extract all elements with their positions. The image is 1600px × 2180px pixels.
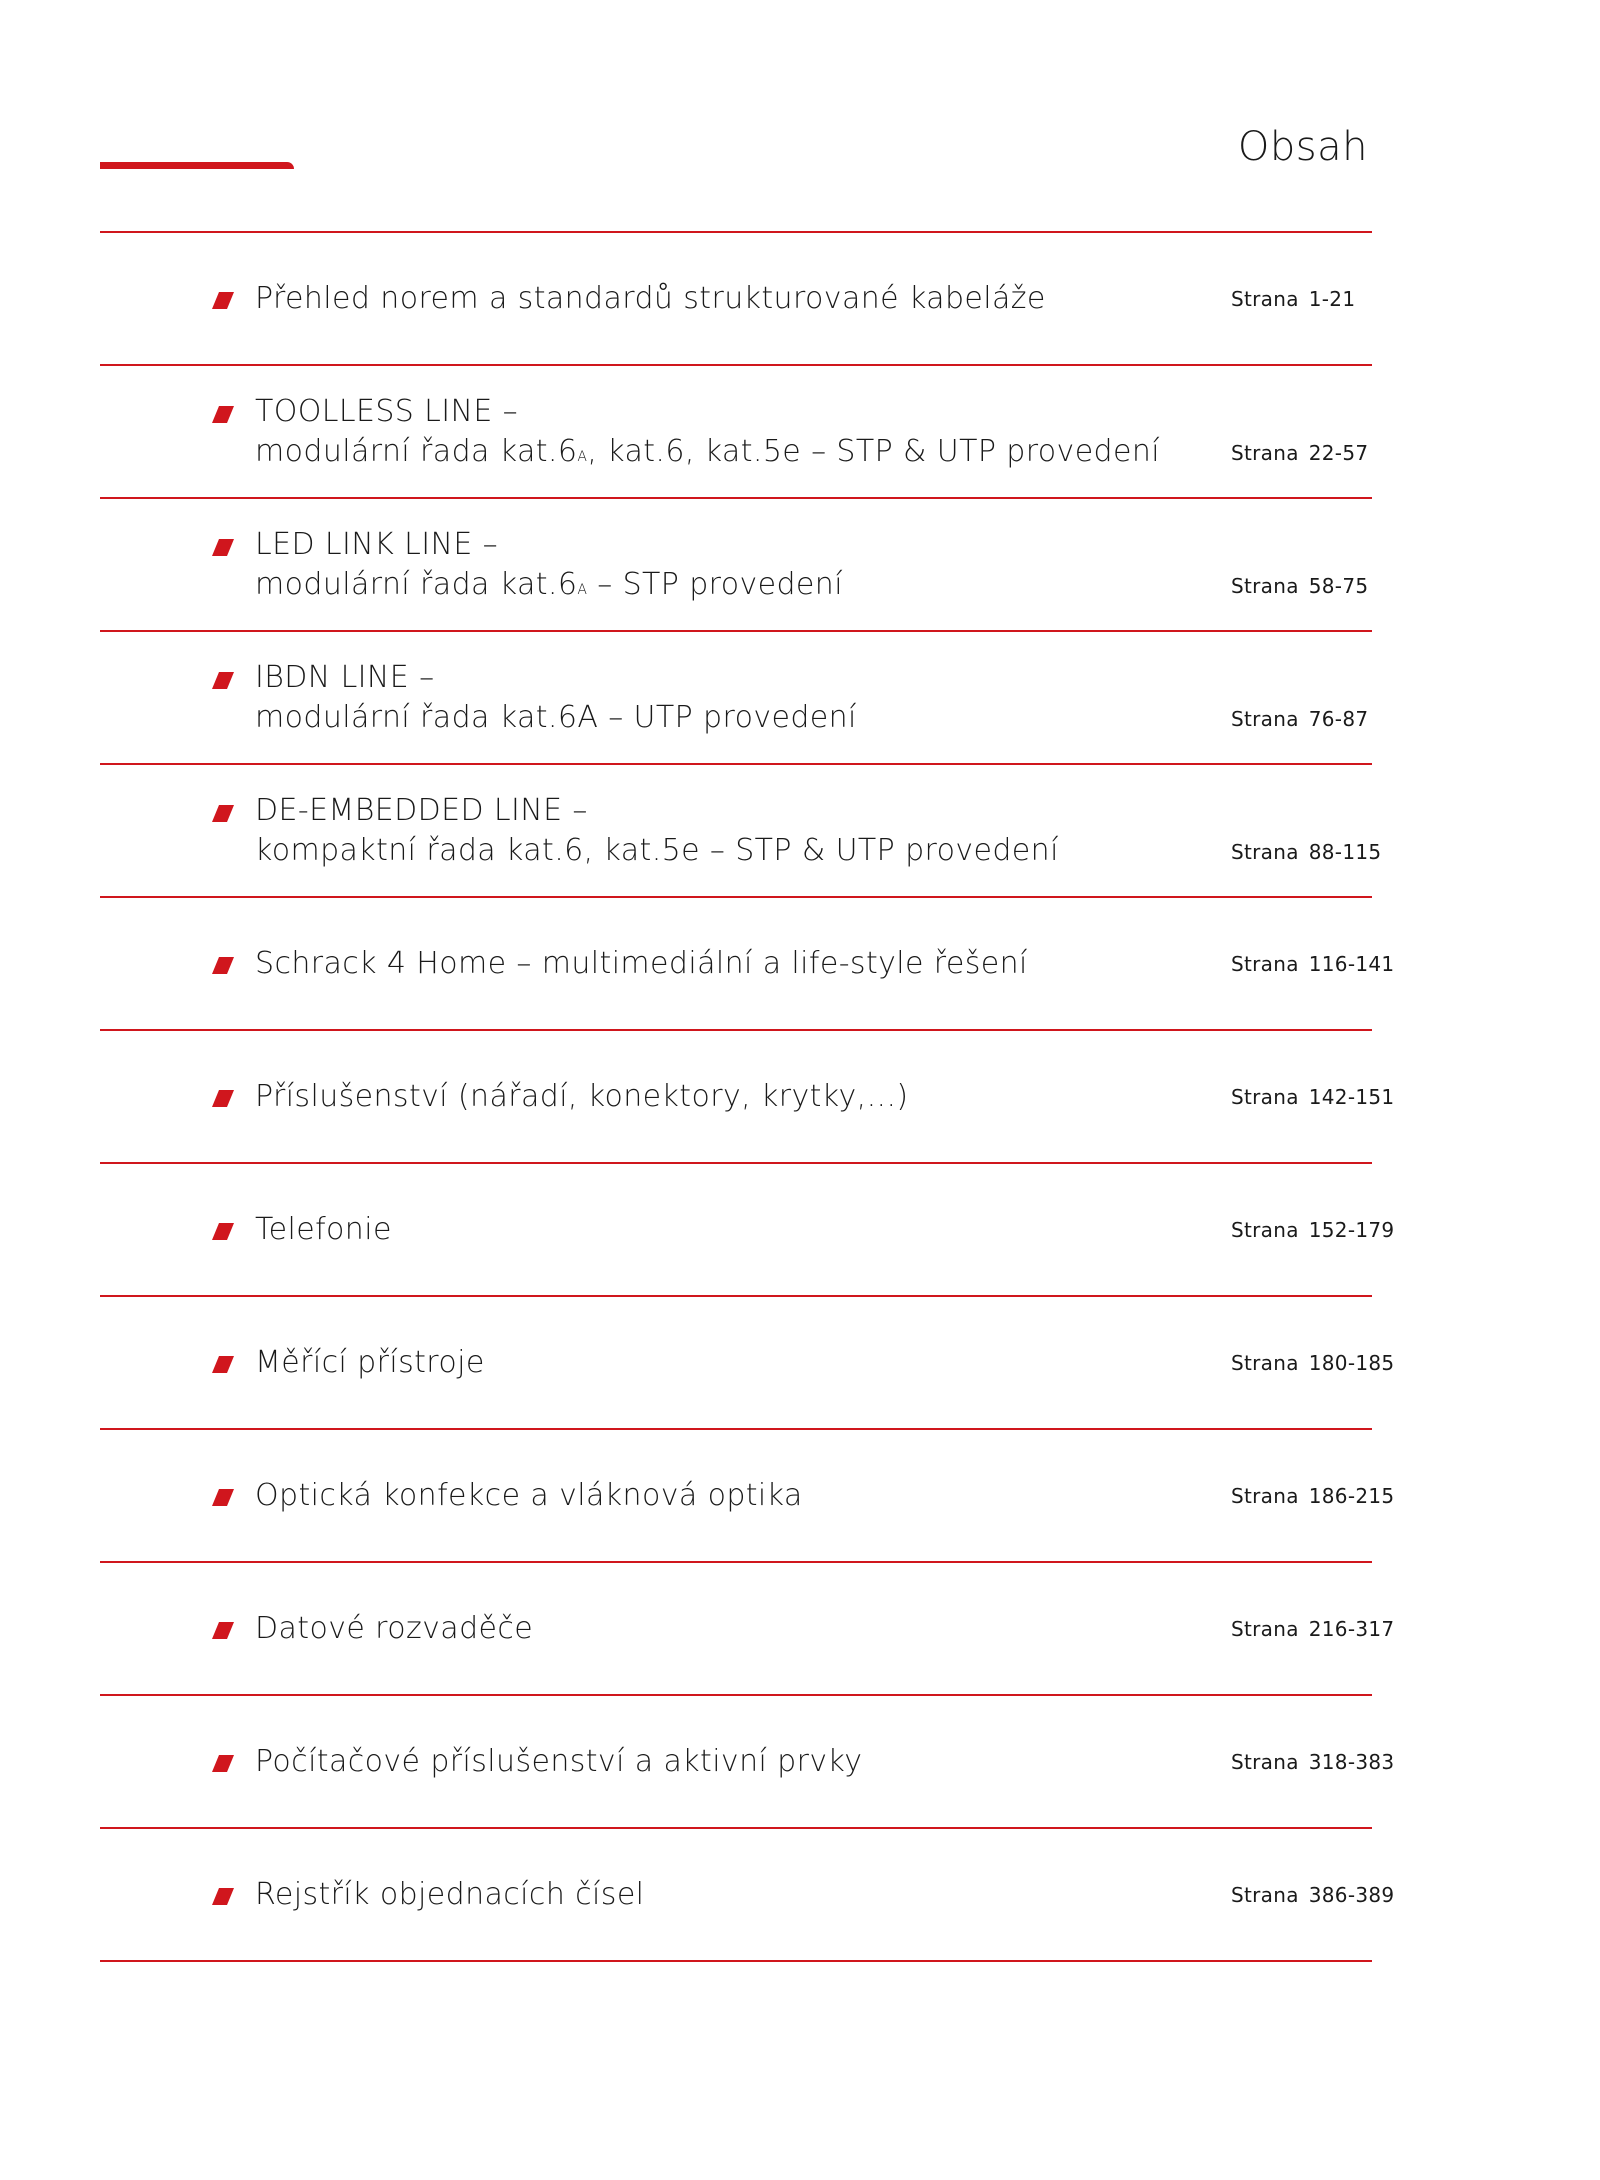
toc-entry[interactable] [100,233,1372,366]
toc-page-ref: Strana 186-215 [1231,1484,1395,1508]
toc-entry-title[interactable]: Měřící přístroje [255,1345,485,1380]
toc-entry-title[interactable]: LED LINK LINE – modulární řada kat.6A – STP provedení [255,525,843,610]
toc-page-ref: Strana 88-115 [1231,840,1382,864]
red-bullet-icon [212,1489,234,1506]
toc-entry-title[interactable]: Schrack 4 Home – multimediální a life-style řešení [255,946,1028,981]
toc-entry[interactable] [100,1297,1395,1430]
toc-page-ref: Strana 116-141 [1231,952,1395,976]
toc-entry[interactable] [100,898,1395,1031]
toc-page-ref: Strana 216-317 [1231,1617,1395,1641]
red-bullet-icon [212,1356,234,1373]
header-accent-bar [100,162,294,169]
red-bullet-icon [212,805,234,822]
toc-entry[interactable] [100,1164,1395,1297]
toc-entry-subtitle: modulární řada kat.6A, kat.6, kat.5e – STP & UTP provedení [255,434,1160,469]
toc-entry[interactable] [100,632,1372,765]
toc-entry-title[interactable]: DE-EMBEDDED LINE – kompaktní řada kat.6, kat.5e – STP & UTP provedení [255,791,1059,871]
red-bullet-icon [212,1622,234,1639]
toc-page-ref: Strana 1-21 [1231,287,1356,311]
red-bullet-icon [212,1090,234,1107]
toc-entry[interactable] [100,1696,1395,1829]
toc-page-ref: Strana 22-57 [1231,441,1369,465]
toc-entry-title[interactable]: TOOLLESS LINE – modulární řada kat.6A, kat.6, kat.5e – STP & UTP provedení [255,392,1160,477]
table-of-contents [100,231,1395,1962]
toc-entry-subtitle: modulární řada kat.6A – STP provedení [255,567,843,602]
red-bullet-icon [212,406,234,423]
toc-entry-title[interactable]: Datové rozvaděče [255,1611,534,1646]
red-bullet-icon [212,539,234,556]
toc-entry-title[interactable]: Rejstřík objednacích čísel [255,1877,645,1912]
toc-entry-subtitle: kompaktní řada kat.6, kat.5e – STP & UTP provedení [255,833,1059,868]
toc-entry[interactable] [100,1430,1395,1563]
red-bullet-icon [212,672,234,689]
red-bullet-icon [212,957,234,974]
red-bullet-icon [212,1888,234,1905]
page-title: Obsah [1237,124,1368,170]
toc-entry-title[interactable]: Přehled norem a standardů strukturované kabeláže [255,281,1046,316]
red-bullet-icon [212,1223,234,1240]
toc-entry[interactable] [100,499,1372,632]
toc-page-ref: Strana 318-383 [1231,1750,1395,1774]
toc-entry-title[interactable]: Optická konfekce a vláknová optika [255,1478,803,1513]
toc-entry[interactable] [100,1829,1395,1962]
toc-page-ref: Strana 76-87 [1231,707,1369,731]
red-bullet-icon [212,292,234,309]
toc-entry[interactable] [100,1031,1395,1164]
toc-entry-title[interactable]: Příslušenství (nářadí, konektory, krytky,...) [255,1079,909,1114]
toc-entry-title[interactable]: Telefonie [255,1212,392,1247]
toc-entry[interactable] [100,366,1372,499]
toc-entry-title[interactable]: Počítačové příslušenství a aktivní prvky [255,1744,863,1779]
toc-entry[interactable] [100,1563,1395,1696]
toc-page-ref: Strana 386-389 [1231,1883,1395,1907]
toc-page-ref: Strana 142-151 [1231,1085,1395,1109]
toc-entry[interactable] [100,765,1382,898]
toc-entry-title[interactable]: IBDN LINE – modulární řada kat.6A – UTP provedení [255,658,857,738]
toc-page-ref: Strana 180-185 [1231,1351,1395,1375]
toc-page-ref: Strana 152-179 [1231,1218,1395,1242]
toc-page-ref: Strana 58-75 [1231,574,1369,598]
red-bullet-icon [212,1755,234,1772]
toc-entry-subtitle: modulární řada kat.6A – UTP provedení [255,700,857,735]
